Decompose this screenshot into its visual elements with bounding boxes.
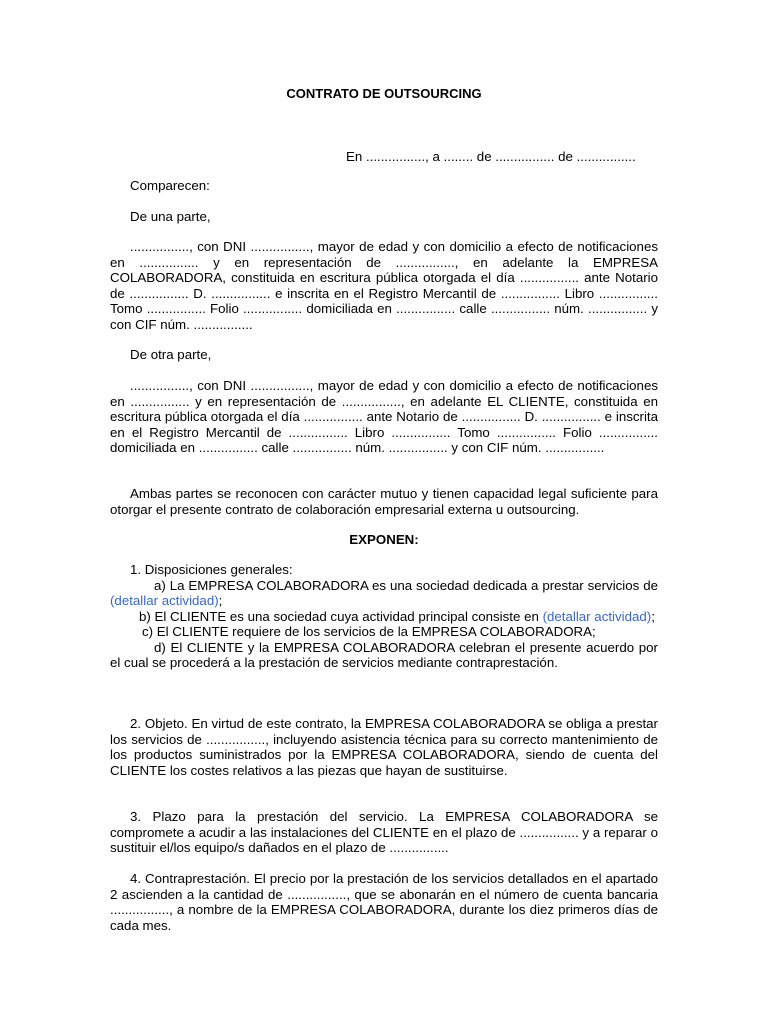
second-party-label: De otra parte,: [130, 347, 212, 362]
section-3-paragraph: 3. Plazo para la prestación del servicio. La EMPRESA COLABORADORA se compromete a acudir a las instalaciones del CLIENTE en el plazo de ................ y a reparar o sustituir el/los equipo/s dañados en el plazo de ................: [110, 809, 658, 855]
section-1-item-c: c) El CLIENTE requiere de los servicios de la EMPRESA COLABORADORA;: [142, 624, 596, 639]
section-1-item-a-end: ;: [218, 593, 223, 608]
first-party-paragraph: ................, con DNI ................, mayor de edad y con domicilio a efecto de notificaciones en ................ y en representación de ................, en adelante la EMPRESA COLABORADORA, constituida en escritura pública otorgada el día ................ ante Notario de ................ D. ................ e inscrita en el Registro Mercantil de ................ Libro ................ Tomo ................ Folio ................ domiciliada en ................ calle ................ núm. ................ y con CIF núm. ................: [110, 239, 658, 332]
second-party-paragraph: ................, con DNI ................, mayor de edad y con domicilio a efecto de notificaciones en ................ y en representación de ................, en adelante EL CLIENTE, constituida en escritura pública otorgada el día ................ ante Notario de ................ D. ................ e inscrita en el Registro Mercantil de ................ Libro ................ Tomo ................ Folio ................ domiciliada en ................ calle ................ núm. ................ y con CIF núm. ................: [110, 378, 658, 455]
section-1: [110, 562, 658, 671]
document-title: CONTRATO DE OUTSOURCING: [286, 86, 482, 101]
detallar-actividad-link-b[interactable]: (detallar actividad): [542, 608, 652, 624]
place-date-line: En ................, a ........ de ................ de ................: [346, 149, 636, 164]
section-1-item-b-end: ;: [651, 608, 655, 624]
first-party-label: De una parte,: [130, 209, 211, 224]
section-1-item-a: [110, 578, 658, 609]
section-1-item-b: [110, 609, 658, 625]
comparecen-label: Comparecen:: [130, 178, 210, 193]
section-1-item-d: d) El CLIENTE y la EMPRESA COLABORADORA celebran el presente acuerdo por el cual se procederá a la prestación de servicios mediante contraprestación.: [110, 639, 658, 670]
agreement-paragraph: Ambas partes se reconocen con carácter mutuo y tienen capacidad legal suficiente para otorgar el presente contrato de colaboración empresarial externa u outsourcing.: [110, 486, 658, 517]
detallar-actividad-link-a[interactable]: (detallar actividad): [110, 593, 219, 608]
section-2-paragraph: 2. Objeto. En virtud de este contrato, la EMPRESA COLABORADORA se obliga a prestar los servicios de ................, incluyendo asistencia técnica para su correcto mantenimiento de los productos suministrados por la EMPRESA COLABORADORA, siendo de cuenta del CLIENTE los costes relativos a las piezas que hayan de sustituirse.: [110, 716, 658, 778]
exponen-heading: EXPONEN:: [349, 532, 419, 547]
section-1-title: 1. Disposiciones generales:: [130, 562, 293, 577]
section-1-item-a-text: a) La EMPRESA COLABORADORA es una sociedad dedicada a prestar servicios de: [154, 577, 658, 593]
section-4-paragraph: 4. Contraprestación. El precio por la prestación de los servicios detallados en el apartado 2 ascienden a la cantidad de ................, que se abonarán en el número de cuenta bancaria ................, a nombre de la EMPRESA COLABORADORA, durante los diez primeros días de cada mes.: [110, 871, 658, 933]
section-1-item-b-text: b) El CLIENTE es una sociedad cuya actividad principal consiste en: [139, 608, 543, 624]
